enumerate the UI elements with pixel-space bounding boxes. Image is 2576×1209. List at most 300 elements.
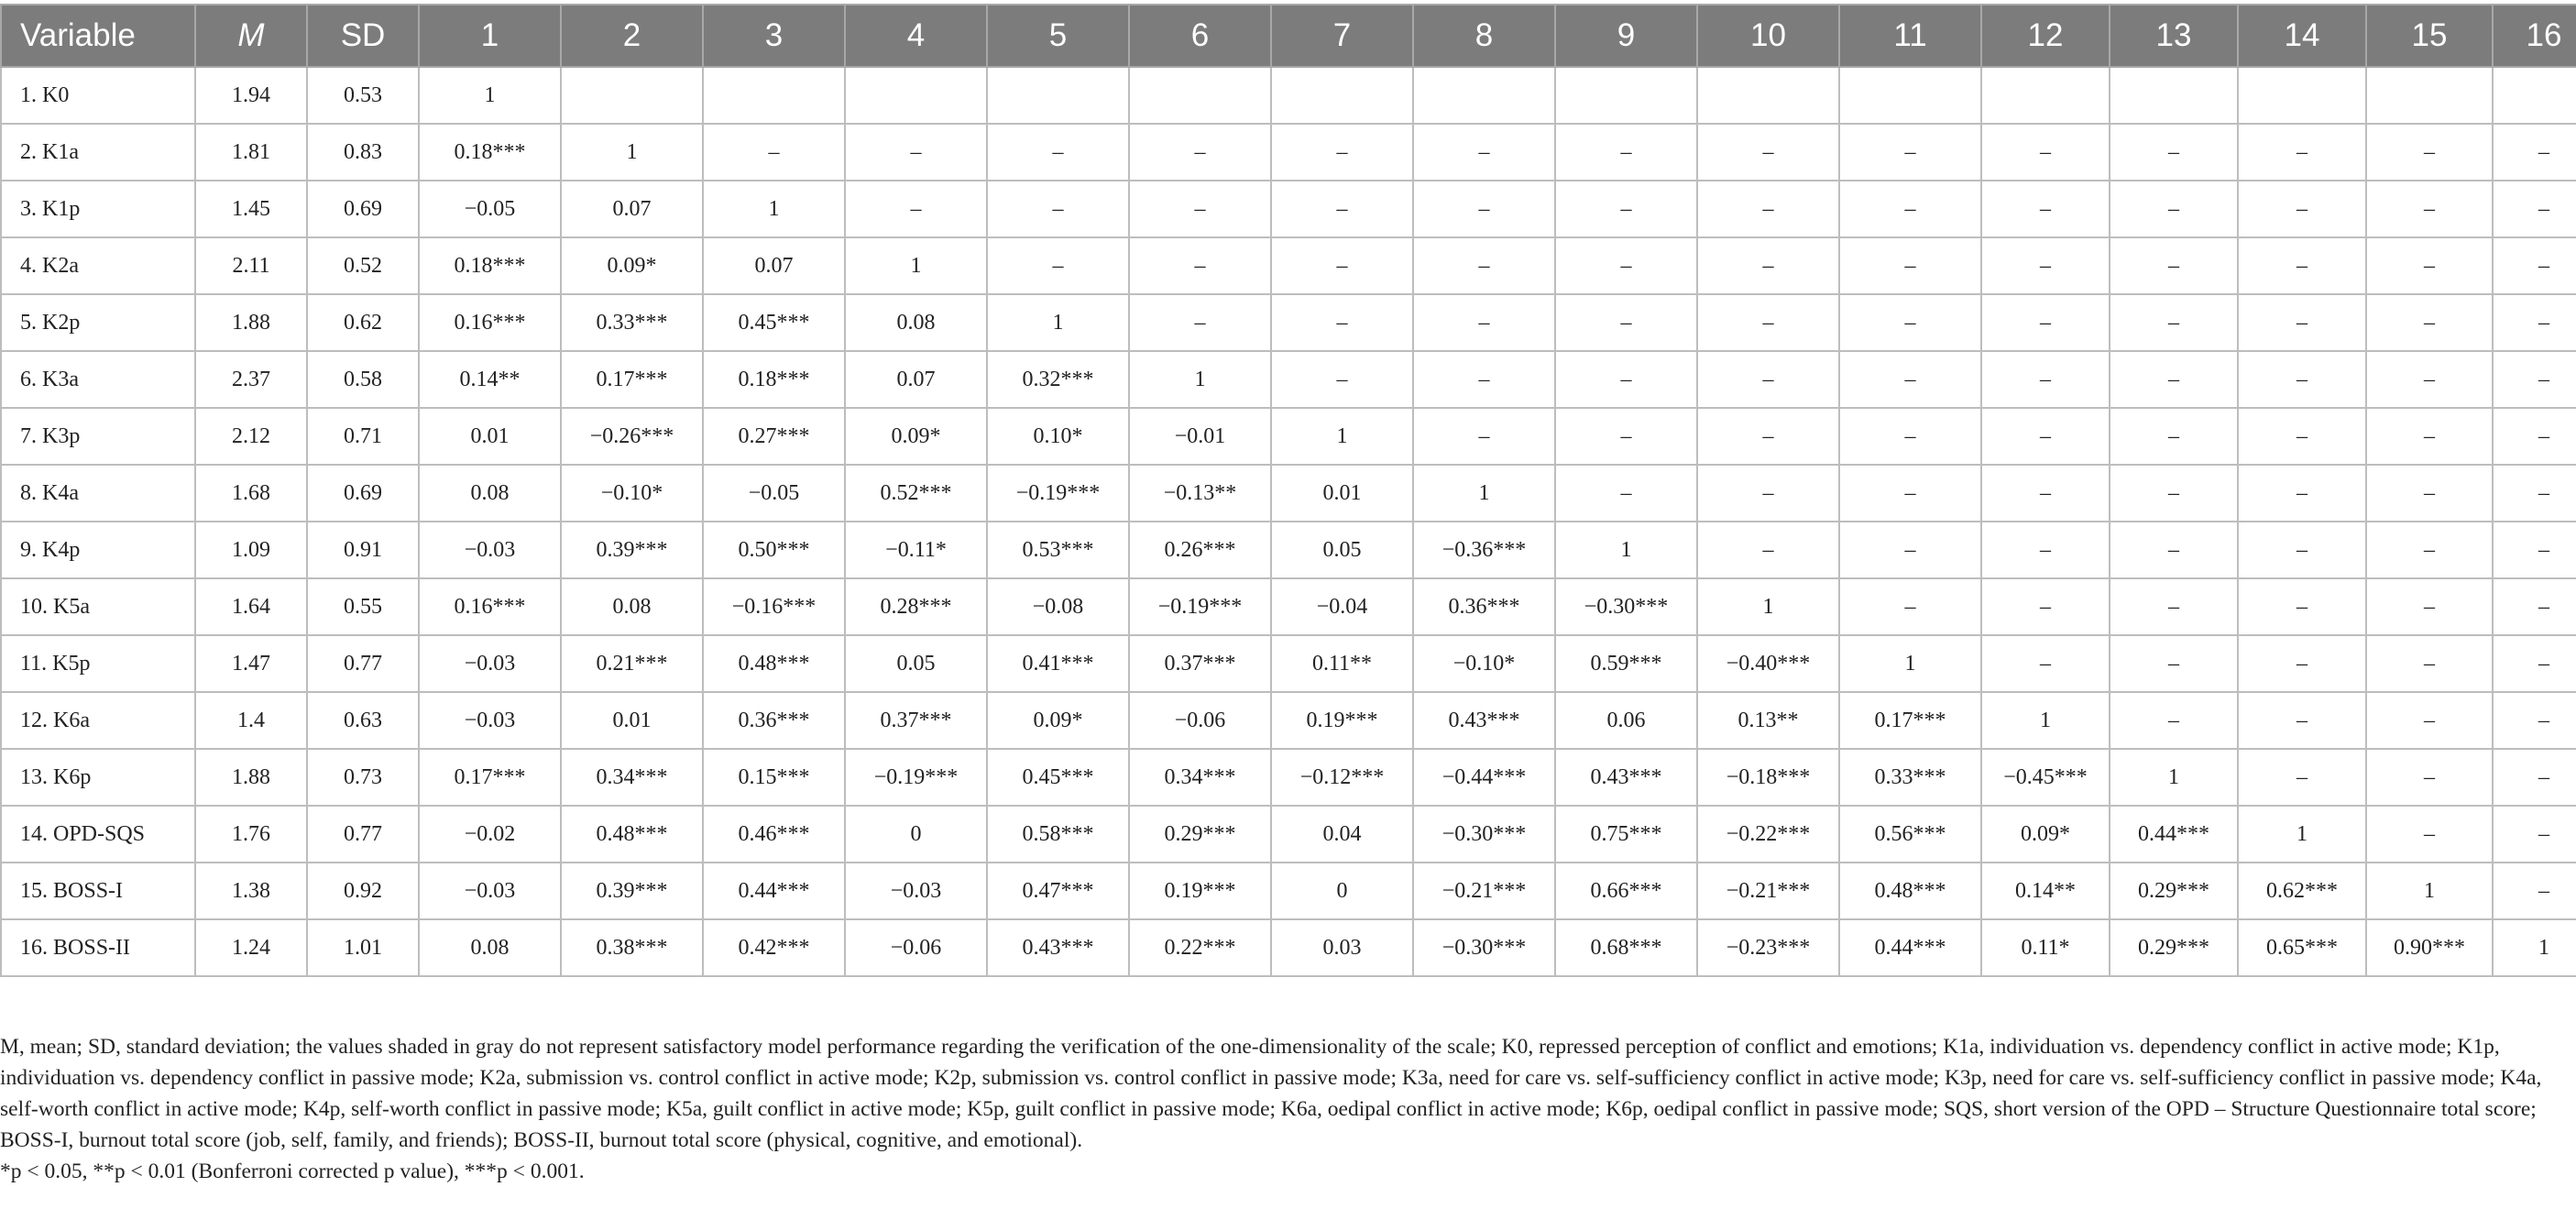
value-cell xyxy=(1839,67,1981,124)
value-cell: 0.17*** xyxy=(419,749,561,806)
value-cell: – xyxy=(1413,237,1555,294)
value-cell: 0.27*** xyxy=(703,408,845,465)
value-cell: 0.83 xyxy=(307,124,419,181)
value-cell: −0.23*** xyxy=(1697,919,1839,976)
table-row xyxy=(1,635,2576,692)
value-cell: 0.34*** xyxy=(1129,749,1271,806)
value-cell: – xyxy=(2493,465,2576,522)
variable-cell: 4. K2a xyxy=(1,237,195,294)
value-cell: – xyxy=(1129,181,1271,237)
value-cell: 0.11* xyxy=(1981,919,2110,976)
value-cell: −0.03 xyxy=(419,863,561,919)
value-cell: – xyxy=(2110,124,2238,181)
value-cell: – xyxy=(2110,522,2238,578)
value-cell: – xyxy=(2366,181,2493,237)
value-cell: 0.13** xyxy=(1697,692,1839,749)
column-header-7: 7 xyxy=(1271,5,1413,67)
value-cell: – xyxy=(1271,181,1413,237)
value-cell xyxy=(2493,67,2576,124)
value-cell: – xyxy=(1555,181,1697,237)
value-cell: −0.05 xyxy=(703,465,845,522)
value-cell: 1.45 xyxy=(195,181,307,237)
column-header-m: M xyxy=(195,5,307,67)
value-cell: 0.21*** xyxy=(561,635,703,692)
value-cell: −0.40*** xyxy=(1697,635,1839,692)
value-cell: 0.69 xyxy=(307,181,419,237)
value-cell: 0.52*** xyxy=(845,465,987,522)
value-cell: 2.11 xyxy=(195,237,307,294)
value-cell: – xyxy=(2493,578,2576,635)
value-cell: 1.09 xyxy=(195,522,307,578)
value-cell: – xyxy=(2238,408,2366,465)
value-cell: 0.46*** xyxy=(703,806,845,863)
value-cell: 1 xyxy=(2110,749,2238,806)
correlation-table xyxy=(0,4,2576,977)
value-cell: – xyxy=(1981,351,2110,408)
value-cell: – xyxy=(987,237,1129,294)
column-header-11: 11 xyxy=(1839,5,1981,67)
value-cell: – xyxy=(1555,294,1697,351)
value-cell: 0 xyxy=(845,806,987,863)
value-cell: 0.43*** xyxy=(987,919,1129,976)
variable-cell: 3. K1p xyxy=(1,181,195,237)
value-cell: 0.04 xyxy=(1271,806,1413,863)
value-cell: – xyxy=(2493,522,2576,578)
value-cell: 0.65*** xyxy=(2238,919,2366,976)
value-cell: 0.17*** xyxy=(561,351,703,408)
value-cell: – xyxy=(1839,578,1981,635)
value-cell: 2.12 xyxy=(195,408,307,465)
value-cell: – xyxy=(2366,237,2493,294)
value-cell: 0.52 xyxy=(307,237,419,294)
value-cell: 1.68 xyxy=(195,465,307,522)
value-cell: – xyxy=(2238,522,2366,578)
value-cell: 0.71 xyxy=(307,408,419,465)
value-cell: – xyxy=(1555,465,1697,522)
value-cell: 0.14** xyxy=(419,351,561,408)
value-cell: 0.11** xyxy=(1271,635,1413,692)
value-cell: −0.01 xyxy=(1129,408,1271,465)
value-cell: 0.16*** xyxy=(419,578,561,635)
value-cell: – xyxy=(1697,408,1839,465)
value-cell: – xyxy=(2493,181,2576,237)
value-cell: – xyxy=(1413,408,1555,465)
value-cell: 0.19*** xyxy=(1271,692,1413,749)
value-cell: – xyxy=(1697,351,1839,408)
value-cell: – xyxy=(1697,522,1839,578)
variable-cell: 11. K5p xyxy=(1,635,195,692)
value-cell: 0.01 xyxy=(1271,465,1413,522)
value-cell: 0.18*** xyxy=(419,124,561,181)
table-footnote xyxy=(0,1031,2566,1187)
value-cell: −0.19*** xyxy=(845,749,987,806)
footnote-significance: *p < 0.05, **p < 0.01 (Bonferroni corrected p value), ***p < 0.001. xyxy=(0,1160,585,1183)
value-cell: 1 xyxy=(987,294,1129,351)
value-cell: −0.18*** xyxy=(1697,749,1839,806)
column-header-variable: Variable xyxy=(1,5,195,67)
value-cell: 1.64 xyxy=(195,578,307,635)
table-header-row xyxy=(1,5,2576,67)
variable-cell: 9. K4p xyxy=(1,522,195,578)
value-cell: 0.92 xyxy=(307,863,419,919)
value-cell: 0.09* xyxy=(1981,806,2110,863)
value-cell: – xyxy=(2366,522,2493,578)
value-cell: – xyxy=(1413,124,1555,181)
value-cell: 0.77 xyxy=(307,635,419,692)
value-cell: 1 xyxy=(1271,408,1413,465)
value-cell: 1 xyxy=(1129,351,1271,408)
table-row xyxy=(1,806,2576,863)
value-cell: 0.07 xyxy=(845,351,987,408)
column-header-14: 14 xyxy=(2238,5,2366,67)
value-cell: −0.30*** xyxy=(1555,578,1697,635)
value-cell: – xyxy=(1271,294,1413,351)
column-header-10: 10 xyxy=(1697,5,1839,67)
value-cell: 0.03 xyxy=(1271,919,1413,976)
value-cell: 0.36*** xyxy=(703,692,845,749)
value-cell: – xyxy=(1981,294,2110,351)
value-cell: −0.10* xyxy=(1413,635,1555,692)
table-row xyxy=(1,294,2576,351)
value-cell: – xyxy=(2110,294,2238,351)
value-cell: – xyxy=(2493,692,2576,749)
value-cell: 0.48*** xyxy=(561,806,703,863)
value-cell: −0.19*** xyxy=(987,465,1129,522)
variable-cell: 12. K6a xyxy=(1,692,195,749)
variable-cell: 10. K5a xyxy=(1,578,195,635)
value-cell: 0.42*** xyxy=(703,919,845,976)
value-cell: 0.63 xyxy=(307,692,419,749)
value-cell: −0.03 xyxy=(845,863,987,919)
variable-cell: 7. K3p xyxy=(1,408,195,465)
value-cell: – xyxy=(1697,124,1839,181)
value-cell: 0.29*** xyxy=(1129,806,1271,863)
value-cell: −0.03 xyxy=(419,635,561,692)
value-cell: – xyxy=(2493,749,2576,806)
value-cell xyxy=(2238,67,2366,124)
value-cell: −0.26*** xyxy=(561,408,703,465)
value-cell: – xyxy=(2110,465,2238,522)
value-cell: −0.03 xyxy=(419,692,561,749)
value-cell: 0.01 xyxy=(561,692,703,749)
value-cell: – xyxy=(2366,408,2493,465)
value-cell: −0.12*** xyxy=(1271,749,1413,806)
value-cell: 0.09* xyxy=(987,692,1129,749)
value-cell: 0.14** xyxy=(1981,863,2110,919)
value-cell xyxy=(1555,67,1697,124)
table-row xyxy=(1,692,2576,749)
value-cell: – xyxy=(2238,181,2366,237)
value-cell: 0.18*** xyxy=(703,351,845,408)
value-cell: 0.62*** xyxy=(2238,863,2366,919)
value-cell: – xyxy=(1129,294,1271,351)
value-cell: −0.22*** xyxy=(1697,806,1839,863)
value-cell: – xyxy=(2110,408,2238,465)
value-cell: – xyxy=(1271,124,1413,181)
value-cell: −0.21*** xyxy=(1697,863,1839,919)
value-cell: – xyxy=(1129,124,1271,181)
column-header-16: 16 xyxy=(2493,5,2576,67)
value-cell: 1.88 xyxy=(195,749,307,806)
value-cell: 0.19*** xyxy=(1129,863,1271,919)
value-cell: 0.55 xyxy=(307,578,419,635)
value-cell: 0.08 xyxy=(561,578,703,635)
column-header-3: 3 xyxy=(703,5,845,67)
value-cell: 1.01 xyxy=(307,919,419,976)
value-cell: 0.33*** xyxy=(561,294,703,351)
variable-cell: 8. K4a xyxy=(1,465,195,522)
value-cell xyxy=(1129,67,1271,124)
value-cell: 0.26*** xyxy=(1129,522,1271,578)
value-cell: 0.50*** xyxy=(703,522,845,578)
table-row xyxy=(1,749,2576,806)
value-cell: – xyxy=(1413,181,1555,237)
value-cell: −0.19*** xyxy=(1129,578,1271,635)
value-cell: – xyxy=(2366,578,2493,635)
value-cell: – xyxy=(2493,863,2576,919)
value-cell: 0.37*** xyxy=(1129,635,1271,692)
value-cell: – xyxy=(2238,294,2366,351)
value-cell: – xyxy=(1839,181,1981,237)
value-cell: – xyxy=(2366,351,2493,408)
value-cell: – xyxy=(2366,294,2493,351)
value-cell: 1 xyxy=(2366,863,2493,919)
value-cell: – xyxy=(1839,351,1981,408)
value-cell: – xyxy=(2493,124,2576,181)
value-cell: – xyxy=(2493,408,2576,465)
value-cell: −0.45*** xyxy=(1981,749,2110,806)
value-cell xyxy=(703,67,845,124)
value-cell: – xyxy=(1555,124,1697,181)
value-cell: – xyxy=(2238,351,2366,408)
value-cell: – xyxy=(1697,237,1839,294)
value-cell: – xyxy=(2366,692,2493,749)
value-cell xyxy=(1271,67,1413,124)
value-cell: 0.39*** xyxy=(561,522,703,578)
value-cell: 0.34*** xyxy=(561,749,703,806)
value-cell: 0.68*** xyxy=(1555,919,1697,976)
value-cell: 0.15*** xyxy=(703,749,845,806)
value-cell: – xyxy=(987,124,1129,181)
value-cell: 1.76 xyxy=(195,806,307,863)
value-cell: – xyxy=(1839,522,1981,578)
value-cell: 0.43*** xyxy=(1413,692,1555,749)
value-cell: 1 xyxy=(561,124,703,181)
value-cell: – xyxy=(1839,408,1981,465)
value-cell: – xyxy=(1839,465,1981,522)
value-cell: 0.44*** xyxy=(1839,919,1981,976)
value-cell: 0.58*** xyxy=(987,806,1129,863)
value-cell: 1.88 xyxy=(195,294,307,351)
value-cell xyxy=(987,67,1129,124)
value-cell: – xyxy=(1981,522,2110,578)
column-header-15: 15 xyxy=(2366,5,2493,67)
column-header-sd: SD xyxy=(307,5,419,67)
value-cell: 0.08 xyxy=(419,919,561,976)
value-cell: 0.05 xyxy=(845,635,987,692)
value-cell: – xyxy=(1697,294,1839,351)
value-cell: 1.4 xyxy=(195,692,307,749)
value-cell: – xyxy=(2110,237,2238,294)
value-cell: 0.39*** xyxy=(561,863,703,919)
value-cell: 1 xyxy=(419,67,561,124)
value-cell: −0.21*** xyxy=(1413,863,1555,919)
value-cell: 0.28*** xyxy=(845,578,987,635)
value-cell xyxy=(561,67,703,124)
value-cell: −0.16*** xyxy=(703,578,845,635)
value-cell: 0.07 xyxy=(561,181,703,237)
value-cell: 0.58 xyxy=(307,351,419,408)
variable-cell: 14. OPD-SQS xyxy=(1,806,195,863)
value-cell: 0.18*** xyxy=(419,237,561,294)
value-cell: −0.06 xyxy=(1129,692,1271,749)
column-header-8: 8 xyxy=(1413,5,1555,67)
footnote-definitions: M, mean; SD, standard deviation; the values shaded in gray do not represent satisfactory model performance regarding the verification of the one-dimensionality of the scale; K0, repressed perception of conflict and emotions; K1a, individuation vs. dependency conflict in active mode; K1p, individuation vs. dependency conflict in passive mode; K2a, submission vs. control conflict in active mode; K2p, submission vs. control conflict in passive mode; K3a, need for care vs. self-sufficiency conflict in active mode; K3p, need for care vs. self-sufficiency conflict in passive mode; K4a, self-worth conflict in active mode; K4p, self-worth conflict in passive mode; K5a, guilt conflict in active mode; K5p, guilt conflict in passive mode; K6a, oedipal conflict in active mode; K6p, oedipal conflict in passive mode; SQS, short version of the OPD – Structure Questionnaire total score; BOSS-I, burnout total score (job, self, family, and friends); BOSS-II, burnout total score (physical, cognitive, and emotional). xyxy=(0,1035,2542,1152)
value-cell: – xyxy=(2110,351,2238,408)
value-cell: – xyxy=(1697,465,1839,522)
value-cell: 0.10* xyxy=(987,408,1129,465)
value-cell: 0.08 xyxy=(419,465,561,522)
value-cell: 0.33*** xyxy=(1839,749,1981,806)
value-cell: – xyxy=(1413,351,1555,408)
value-cell: – xyxy=(2366,635,2493,692)
value-cell: – xyxy=(1981,237,2110,294)
value-cell: 0.44*** xyxy=(2110,806,2238,863)
table-row xyxy=(1,522,2576,578)
value-cell: – xyxy=(2366,749,2493,806)
table-row xyxy=(1,124,2576,181)
value-cell: – xyxy=(1839,237,1981,294)
value-cell: 1 xyxy=(1413,465,1555,522)
value-cell: −0.44*** xyxy=(1413,749,1555,806)
value-cell: – xyxy=(1555,408,1697,465)
value-cell: 0.06 xyxy=(1555,692,1697,749)
value-cell: 1 xyxy=(1839,635,1981,692)
value-cell: – xyxy=(2110,181,2238,237)
value-cell: – xyxy=(2493,635,2576,692)
variable-cell: 15. BOSS-I xyxy=(1,863,195,919)
value-cell: 1 xyxy=(2238,806,2366,863)
column-header-6: 6 xyxy=(1129,5,1271,67)
value-cell: 0.56*** xyxy=(1839,806,1981,863)
value-cell: 1 xyxy=(1981,692,2110,749)
value-cell: 0.09* xyxy=(845,408,987,465)
value-cell: 1 xyxy=(703,181,845,237)
value-cell: – xyxy=(2110,692,2238,749)
value-cell: – xyxy=(2238,692,2366,749)
value-cell: 0.44*** xyxy=(703,863,845,919)
table-row xyxy=(1,351,2576,408)
value-cell: – xyxy=(2238,749,2366,806)
value-cell: – xyxy=(2238,124,2366,181)
value-cell xyxy=(2366,67,2493,124)
value-cell: 1 xyxy=(2493,919,2576,976)
value-cell: 1.24 xyxy=(195,919,307,976)
value-cell: −0.04 xyxy=(1271,578,1413,635)
value-cell: – xyxy=(2110,578,2238,635)
value-cell: −0.30*** xyxy=(1413,919,1555,976)
value-cell: – xyxy=(1839,124,1981,181)
value-cell: 2.37 xyxy=(195,351,307,408)
value-cell: 0.29*** xyxy=(2110,919,2238,976)
value-cell: – xyxy=(2238,578,2366,635)
value-cell: – xyxy=(1981,124,2110,181)
value-cell xyxy=(1413,67,1555,124)
value-cell: – xyxy=(1555,237,1697,294)
value-cell: 0.48*** xyxy=(1839,863,1981,919)
value-cell: – xyxy=(1981,181,2110,237)
value-cell: 0.38*** xyxy=(561,919,703,976)
value-cell: – xyxy=(1981,635,2110,692)
value-cell: – xyxy=(1413,294,1555,351)
value-cell xyxy=(2110,67,2238,124)
value-cell: 0.17*** xyxy=(1839,692,1981,749)
value-cell: – xyxy=(2366,465,2493,522)
value-cell: 0.66*** xyxy=(1555,863,1697,919)
value-cell: – xyxy=(2493,294,2576,351)
value-cell: 1.94 xyxy=(195,67,307,124)
value-cell: – xyxy=(845,124,987,181)
column-header-5: 5 xyxy=(987,5,1129,67)
variable-cell: 2. K1a xyxy=(1,124,195,181)
value-cell: −0.11* xyxy=(845,522,987,578)
value-cell: – xyxy=(2366,124,2493,181)
value-cell: 0.59*** xyxy=(1555,635,1697,692)
variable-cell: 6. K3a xyxy=(1,351,195,408)
value-cell: −0.05 xyxy=(419,181,561,237)
variable-cell: 13. K6p xyxy=(1,749,195,806)
value-cell: – xyxy=(1981,465,2110,522)
value-cell: – xyxy=(2493,237,2576,294)
table-row xyxy=(1,237,2576,294)
value-cell: 0.37*** xyxy=(845,692,987,749)
value-cell: −0.02 xyxy=(419,806,561,863)
table-row xyxy=(1,578,2576,635)
table-row xyxy=(1,408,2576,465)
table-row xyxy=(1,465,2576,522)
value-cell: 0.01 xyxy=(419,408,561,465)
value-cell: −0.06 xyxy=(845,919,987,976)
value-cell: – xyxy=(845,181,987,237)
table-row xyxy=(1,863,2576,919)
value-cell: 0.09* xyxy=(561,237,703,294)
column-header-1: 1 xyxy=(419,5,561,67)
variable-cell: 5. K2p xyxy=(1,294,195,351)
value-cell: 0.73 xyxy=(307,749,419,806)
value-cell: 1 xyxy=(845,237,987,294)
value-cell: 0.53*** xyxy=(987,522,1129,578)
value-cell: – xyxy=(2366,806,2493,863)
value-cell: 0.07 xyxy=(703,237,845,294)
value-cell: – xyxy=(1129,237,1271,294)
value-cell: 1 xyxy=(1555,522,1697,578)
value-cell: 0.32*** xyxy=(987,351,1129,408)
value-cell: 0.48*** xyxy=(703,635,845,692)
value-cell: 1.47 xyxy=(195,635,307,692)
value-cell: 1 xyxy=(1697,578,1839,635)
value-cell: 0.45*** xyxy=(703,294,845,351)
value-cell: 0 xyxy=(1271,863,1413,919)
value-cell: 0.22*** xyxy=(1129,919,1271,976)
value-cell: −0.13** xyxy=(1129,465,1271,522)
column-header-12: 12 xyxy=(1981,5,2110,67)
table-row xyxy=(1,181,2576,237)
value-cell: −0.08 xyxy=(987,578,1129,635)
value-cell: 0.53 xyxy=(307,67,419,124)
value-cell xyxy=(1697,67,1839,124)
value-cell: −0.03 xyxy=(419,522,561,578)
column-header-9: 9 xyxy=(1555,5,1697,67)
